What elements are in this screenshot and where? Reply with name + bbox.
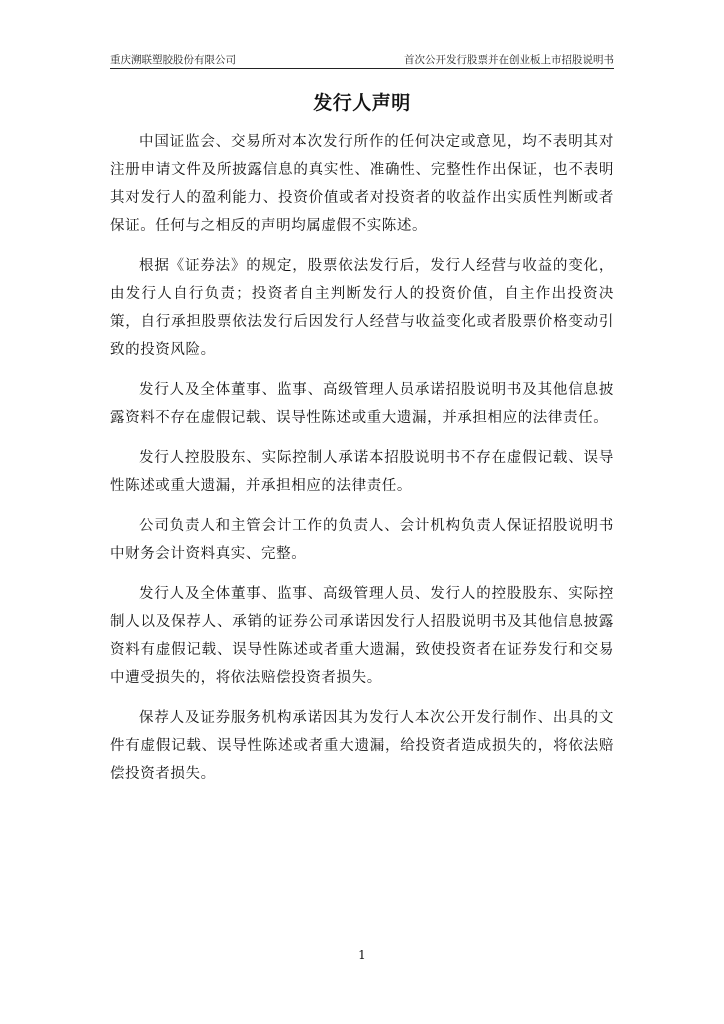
header-company-name: 重庆溯联塑胶股份有限公司 <box>110 54 236 66</box>
statement-body <box>110 128 614 800</box>
page-title: 发行人声明 <box>313 92 411 114</box>
paragraph-controller-commitment: 发行人控股股东、实际控制人承诺本招股说明书不存在虚假记载、误导性陈述或重大遗漏，并承担相应的法律责任。 <box>110 450 614 494</box>
page-header <box>110 50 614 69</box>
header-document-title: 首次公开发行股票并在创业板上市招股说明书 <box>404 54 614 66</box>
paragraph-compensation-commitment: 发行人及全体董事、监事、高级管理人员、发行人的控股股东、实际控制人以及保荐人、承销的证券公司承诺因发行人招股说明书及其他信息披露资料有虚假记载、误导性陈述或者重大遗漏，致使投资者在证券发行和交易中遭受损失的，将依法赔偿投资者损失。 <box>110 586 614 686</box>
paragraph-intermediary-commitment: 保荐人及证券服务机构承诺因其为发行人本次公开发行制作、出具的文件有虚假记载、误导性陈述或者重大遗漏，给投资者造成损失的，将依法赔偿投资者损失。 <box>110 710 614 782</box>
paragraph-financial-accuracy: 公司负责人和主管会计工作的负责人、会计机构负责人保证招股说明书中财务会计资料真实、完整。 <box>110 518 614 562</box>
paragraph-directors-commitment: 发行人及全体董事、监事、高级管理人员承诺招股说明书及其他信息披露资料不存在虚假记载、误导性陈述或重大遗漏，并承担相应的法律责任。 <box>110 382 614 426</box>
paragraph-regulator-disclaimer: 中国证监会、交易所对本次发行所作的任何决定或意见，均不表明其对注册申请文件及所披露信息的真实性、准确性、完整性作出保证，也不表明其对发行人的盈利能力、投资价值或者对投资者的收益作出实质性判断或者保证。任何与之相反的声明均属虚假不实陈述。 <box>110 134 614 234</box>
paragraph-investment-risk: 根据《证券法》的规定，股票依法发行后，发行人经营与收益的变化，由发行人自行负责；投资者自主判断发行人的投资价值，自主作出投资决策，自行承担股票依法发行后因发行人经营与收益变化或者股票价格变动引致的投资风险。 <box>110 258 614 358</box>
page-number: 1 <box>358 948 366 962</box>
